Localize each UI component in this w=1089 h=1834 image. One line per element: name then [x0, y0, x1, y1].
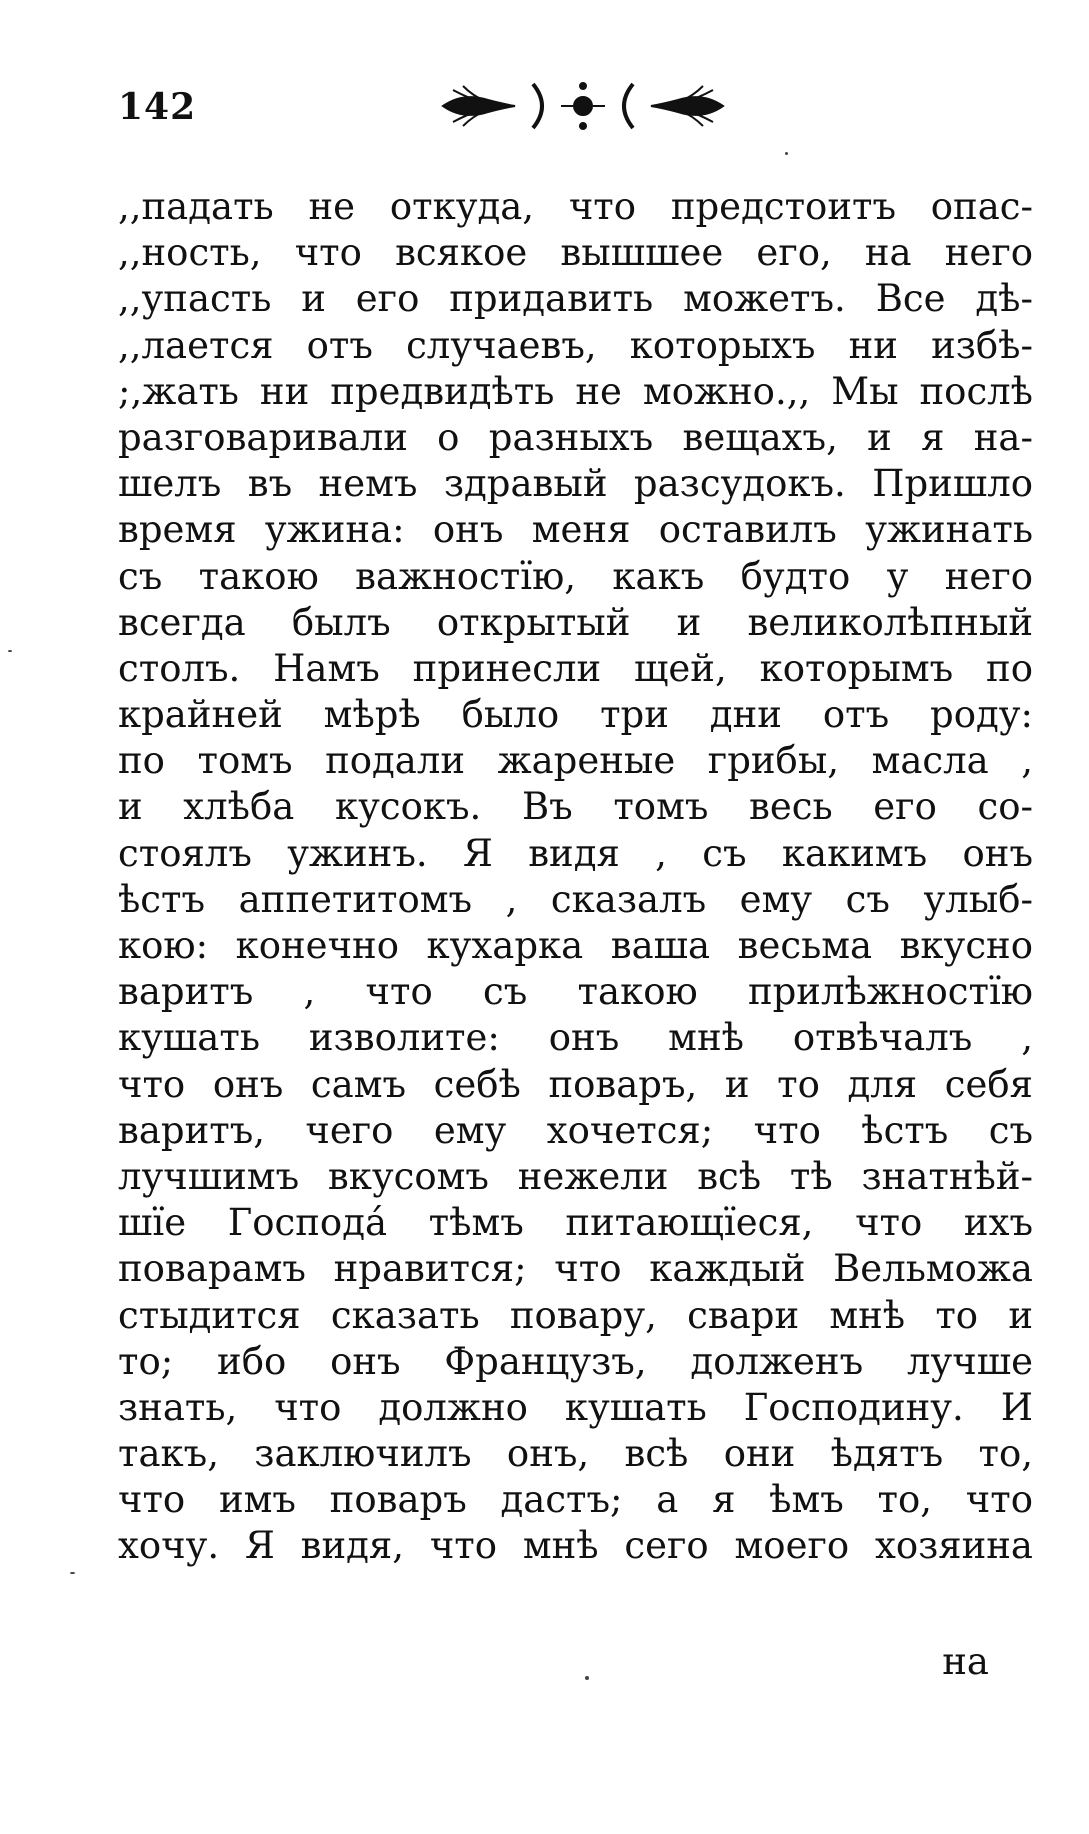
text-line: стыдится сказать повару, свари мнѣ то и	[118, 1293, 1033, 1337]
text-line: всегда былъ открытый и великолѣпный	[118, 600, 1033, 644]
text-line: время ужина: онъ меня оставилъ ужинать	[118, 508, 1033, 552]
print-speck	[585, 1676, 589, 1680]
text-line: ,,упасть и его придавить можетъ. Все дѣ-	[118, 277, 1033, 321]
text-line: столъ. Намъ принесли щей, которымъ по	[118, 646, 1033, 690]
fleuron-ornament-icon	[433, 78, 733, 134]
text-line: лучшимъ вкусомъ нежели всѣ тѣ знатнѣй-	[118, 1154, 1033, 1198]
text-line: варитъ, чего ему хочется; что ѣстъ съ	[118, 1108, 1033, 1152]
text-line: что имъ поваръ дастъ; а я ѣмъ то, что	[118, 1478, 1033, 1522]
text-line: шелъ въ немъ здравый разсудокъ. Пришло	[118, 462, 1033, 506]
print-speck	[70, 1572, 75, 1574]
text-line: съ такою важностїю, какъ будто у него	[118, 554, 1033, 598]
text-line: ѣстъ аппетитомъ , сказалъ ему съ улыб-	[118, 877, 1033, 921]
text-line: ,,падать не откуда, что предстоитъ опас-	[118, 185, 1033, 228]
print-speck	[8, 650, 12, 652]
text-line: ;,жать ни предвидѣть не можно.,, Мы послѣ	[118, 369, 1033, 413]
text-line: хочу. Я видя, что мнѣ сего моего хозяина	[118, 1524, 1033, 1568]
text-line: ,,лается отъ случаевъ, которыхъ ни избѣ-	[118, 323, 1033, 367]
text-line: крайней мѣрѣ было три дни отъ роду:	[118, 693, 1033, 737]
text-line: кою: конечно кухарка ваша весьма вкусно	[118, 924, 1033, 967]
text-line: такъ, заключилъ онъ, всѣ они ѣдятъ то,	[118, 1432, 1033, 1476]
text-line: ,,ность, что всякое вышшее его, на него	[118, 231, 1033, 275]
text-line: по томъ подали жареные грибы, масла ,	[118, 739, 1033, 783]
text-line: знать, что должно кушать Господину. И	[118, 1385, 1033, 1429]
page-number: 142	[118, 86, 197, 128]
print-speck	[785, 152, 788, 155]
catchword: на	[942, 1640, 989, 1683]
text-line: кушать изволите: онъ мнѣ отвѣчалъ ,	[118, 1016, 1033, 1060]
page-header	[118, 78, 968, 138]
text-line: варитъ , что съ такою прилѣжностїю	[118, 970, 1033, 1014]
text-line: шїе Господа́ тѣмъ питающїеся, что ихъ	[118, 1201, 1033, 1245]
page-body-text	[118, 184, 1033, 1570]
text-line: что онъ самъ себѣ поваръ, и то для себя	[118, 1062, 1033, 1106]
text-line: то; ибо онъ Французъ, долженъ лучше	[118, 1339, 1033, 1383]
text-line: разговаривали о разныхъ вещахъ, и я на-	[118, 415, 1033, 459]
text-line: и хлѣба кусокъ. Въ томъ весь его со-	[118, 785, 1033, 829]
text-line: поварамъ нравится; что каждый Вельможа	[118, 1247, 1033, 1291]
text-line: стоялъ ужинъ. Я видя , съ какимъ онъ	[118, 831, 1033, 875]
